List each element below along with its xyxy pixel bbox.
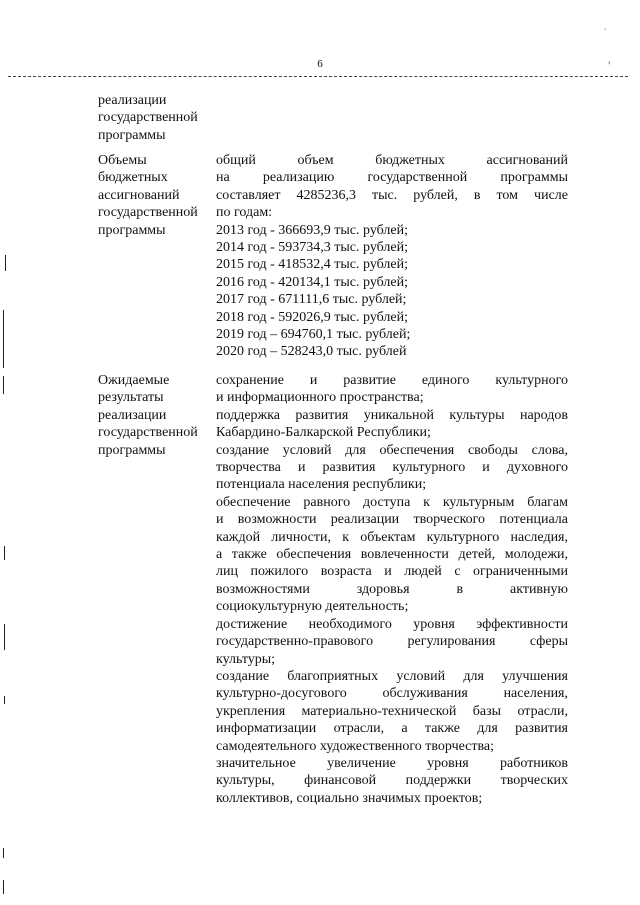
results-text-line: обеспечение равного доступа к культурным благам	[216, 494, 568, 510]
results-text-line: лиц пожилого возраста и людей с ограниченными	[216, 564, 568, 580]
label-line: программы	[98, 222, 166, 238]
page-number: 6	[317, 58, 323, 70]
results-text-line: и возможности реализации творческого потенциала	[216, 512, 568, 528]
label-line: государственной	[98, 425, 198, 441]
budget-year-line: 2013 год - 366693,9 тыс. рублей;	[216, 222, 409, 238]
budget-year-line: 2016 год - 420134,1 тыс. рублей;	[216, 274, 409, 290]
budget-text-line: общий объем бюджетных ассигнований	[216, 153, 568, 168]
results-text-line: Кабардино-Балкарской Республики;	[216, 425, 431, 441]
results-text-line: достижение необходимого уровня эффективности	[216, 616, 568, 632]
results-text-line: информатизации отрасли, а также для развития	[216, 721, 568, 737]
scan-edge-mark	[3, 310, 4, 368]
budget-year-line: 2020 год – 528243,0 тыс. рублей	[216, 344, 407, 360]
results-text-line: и информационного пространства;	[216, 390, 424, 406]
results-text-line: культуры;	[216, 651, 276, 667]
scan-edge-mark	[3, 848, 4, 858]
results-text-line: возможностями здоровья в активную	[216, 581, 568, 597]
label-line: реализации	[98, 93, 167, 108]
results-label	[98, 372, 213, 459]
results-text-line: значительное увеличение уровня работников	[216, 755, 568, 771]
scan-edge-mark	[3, 376, 4, 394]
scan-corner-mark: ‹	[608, 58, 611, 67]
budget-by-years: по годам:	[216, 205, 273, 221]
scan-edge-mark	[4, 696, 5, 704]
budget-year-line: 2014 год - 593734,3 тыс. рублей;	[216, 240, 409, 256]
results-text-line: самодеятельного художественного творчества;	[216, 738, 495, 754]
scan-edge-mark	[3, 880, 4, 894]
results-text-line: коллективов, социально значимых проектов;	[216, 790, 483, 806]
results-text-line: создание условий для обеспечения свободы слова,	[216, 442, 568, 458]
results-text-line: государственно-правового регулирования сферы	[216, 634, 568, 650]
results-text-line: культуры, финансовой поддержки творческих	[216, 773, 568, 789]
results-text-line: потенциала населения республики;	[216, 477, 427, 493]
budget-content	[216, 152, 568, 361]
label-line: ассигнований	[98, 187, 180, 203]
label-line: Объемы	[98, 153, 147, 168]
scan-edge-mark	[4, 546, 5, 560]
results-text-line: каждой личности, к объектам культурного наследия,	[216, 529, 568, 545]
scan-edge-mark	[4, 624, 5, 650]
results-content	[216, 372, 568, 807]
scan-corner-mark: ˴	[604, 24, 607, 33]
results-text-line: а также обеспечения вовлеченности детей, молодежи,	[216, 547, 568, 563]
label-line: государственной	[98, 110, 198, 126]
budget-text-line: на реализацию государственной программы	[216, 170, 568, 186]
budget-text-line: составляет 4285236,3 тыс. рублей, в том числе	[216, 187, 568, 203]
results-text-line: поддержка развития уникальной культуры народов	[216, 407, 568, 423]
label-line: программы	[98, 442, 166, 458]
budget-label	[98, 152, 213, 239]
results-text-line: создание благоприятных условий для улучшения	[216, 668, 568, 684]
budget-year-line: 2017 год - 671111,6 тыс. рублей;	[216, 292, 407, 308]
label-line: реализации	[98, 407, 167, 423]
results-text-line: культурно-досугового обслуживания населения,	[216, 686, 568, 702]
label-line: результаты	[98, 390, 164, 406]
scan-edge-mark	[5, 255, 6, 271]
results-text-line: творчества и развития культурного и духовного	[216, 460, 568, 476]
label-line: государственной	[98, 205, 198, 221]
label-line: бюджетных	[98, 170, 168, 186]
label-line: Ожидаемые	[98, 373, 170, 388]
results-text-line: сохранение и развитие единого культурного	[216, 373, 568, 388]
results-text-line: укрепления материально-технической базы отрасли,	[216, 703, 568, 719]
header-divider	[8, 76, 628, 77]
label-line: программы	[98, 127, 166, 143]
results-text-line: социокультурную деятельность;	[216, 599, 409, 615]
budget-year-line: 2019 год – 694760,1 тыс. рублей;	[216, 327, 411, 343]
continuation-label	[98, 92, 213, 144]
budget-year-line: 2015 год - 418532,4 тыс. рублей;	[216, 257, 409, 273]
budget-year-line: 2018 год - 592026,9 тыс. рублей;	[216, 309, 409, 325]
